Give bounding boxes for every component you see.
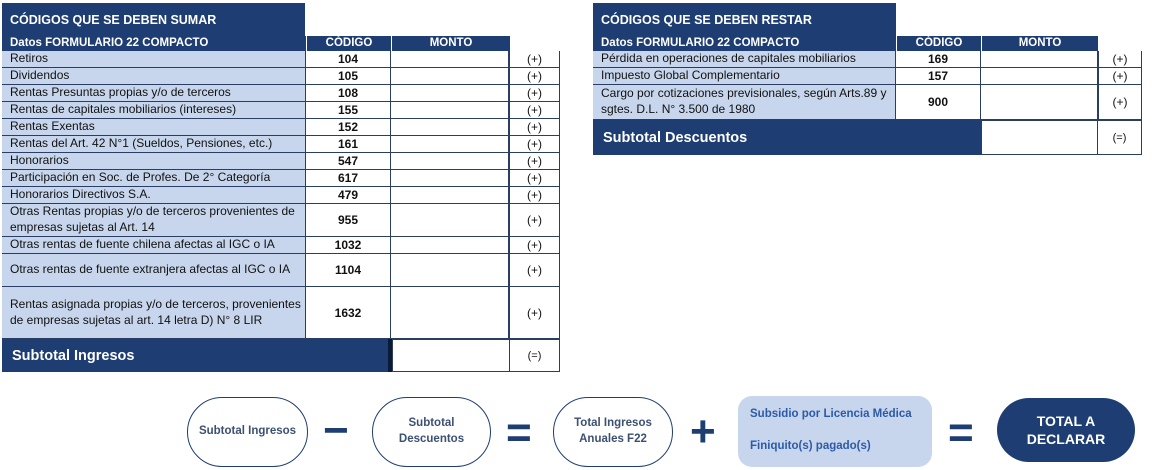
row-amount <box>391 68 509 85</box>
restar-title: CÓDIGOS QUE SE DEBEN RESTAR <box>593 3 896 36</box>
row-code: 152 <box>306 119 391 136</box>
row-label: Retiros <box>2 51 306 68</box>
formula-subtotal-descuentos: Subtotal Descuentos <box>372 397 491 467</box>
subtotal-ingresos-sign: (=) <box>510 339 560 372</box>
equals-icon: = <box>948 408 974 457</box>
header-datos: Datos FORMULARIO 22 COMPACTO <box>10 37 209 49</box>
row-code: 1632 <box>306 287 391 339</box>
row-label: Honorarios Directivos S.A. <box>2 187 306 204</box>
restar-table <box>593 3 1142 155</box>
row-label: Participación en Soc. de Profes. De 2° Categoría <box>2 170 306 187</box>
formula-subtotal-ingresos: Subtotal Ingresos <box>187 397 308 467</box>
row-amount <box>391 287 509 339</box>
minus-icon: − <box>323 406 349 455</box>
subtotal-ingresos-row <box>2 339 560 372</box>
table-row <box>593 68 1142 85</box>
row-sign: (+) <box>509 204 560 237</box>
subtotal-descuentos-label: Subtotal Descuentos <box>593 120 981 155</box>
row-amount <box>391 102 509 119</box>
header-monto: MONTO <box>981 36 1098 51</box>
row-label: Rentas del Art. 42 N°1 (Sueldos, Pensiones, etc.) <box>2 136 306 153</box>
row-sign: (+) <box>1098 51 1142 68</box>
row-sign: (+) <box>509 237 560 254</box>
row-code: 104 <box>306 51 391 68</box>
row-code: 955 <box>306 204 391 237</box>
row-amount <box>981 68 1098 85</box>
table-row <box>2 287 560 339</box>
table-row <box>593 85 1142 120</box>
row-amount <box>981 85 1098 120</box>
row-amount <box>391 254 509 287</box>
table-row <box>2 68 560 85</box>
table-row <box>2 51 560 68</box>
table-row <box>2 85 560 102</box>
header-codigo: CÓDIGO <box>896 36 981 51</box>
subtotal-descuentos-amount <box>981 120 1098 155</box>
row-sign: (+) <box>509 68 560 85</box>
row-sign: (+) <box>509 187 560 204</box>
row-code: 157 <box>896 68 981 85</box>
subtotal-descuentos-row <box>593 120 1142 155</box>
row-sign: (+) <box>509 85 560 102</box>
row-label: Otras Rentas propias y/o de terceros provenientes de empresas sujetas al Art. 14 <box>2 204 306 237</box>
row-code: 1032 <box>306 237 391 254</box>
sumar-header <box>2 36 510 51</box>
table-row <box>2 119 560 136</box>
row-sign: (+) <box>509 119 560 136</box>
row-code: 105 <box>306 68 391 85</box>
sumar-table <box>2 3 560 372</box>
row-sign: (+) <box>509 102 560 119</box>
equals-icon: = <box>506 408 532 457</box>
row-code: 547 <box>306 153 391 170</box>
row-label: Impuesto Global Complementario <box>593 68 896 85</box>
row-amount <box>391 170 509 187</box>
row-sign: (+) <box>509 51 560 68</box>
table-row <box>2 187 560 204</box>
row-code: 617 <box>306 170 391 187</box>
header-monto: MONTO <box>391 36 510 51</box>
row-code: 1104 <box>306 254 391 287</box>
formula-extras-box <box>738 396 932 467</box>
row-label: Rentas de capitales mobiliarios (intereses) <box>2 102 306 119</box>
row-sign: (+) <box>1098 85 1142 120</box>
table-row <box>2 153 560 170</box>
row-amount <box>391 51 509 68</box>
table-row <box>593 51 1142 68</box>
row-sign: (+) <box>509 287 560 339</box>
row-amount <box>391 153 509 170</box>
row-code: 161 <box>306 136 391 153</box>
row-label: Otras rentas de fuente extranjera afectas al IGC o IA <box>2 254 306 287</box>
table-row <box>2 170 560 187</box>
row-label: Pérdida en operaciones de capitales mobiliarios <box>593 51 896 68</box>
header-codigo: CÓDIGO <box>306 36 391 51</box>
subsidio-label: Subsidio por Licencia Médica <box>750 408 912 420</box>
formula-total-ingresos: Total Ingresos Anuales F22 <box>553 397 673 467</box>
subtotal-ingresos-label: Subtotal Ingresos <box>2 339 388 372</box>
table-row <box>2 237 560 254</box>
row-label: Rentas Exentas <box>2 119 306 136</box>
subtotal-ingresos-amount <box>392 339 510 372</box>
row-amount <box>391 119 509 136</box>
subtotal-descuentos-sign: (=) <box>1098 120 1142 155</box>
row-label: Dividendos <box>2 68 306 85</box>
row-sign: (+) <box>509 254 560 287</box>
row-sign: (+) <box>509 170 560 187</box>
row-amount <box>391 85 509 102</box>
table-row <box>2 254 560 287</box>
restar-header <box>593 36 1098 51</box>
total-a-declarar: TOTAL A DECLARAR <box>997 398 1135 462</box>
row-sign: (+) <box>509 153 560 170</box>
finiquito-label: Finiquito(s) pagado(s) <box>750 440 871 452</box>
row-code: 169 <box>896 51 981 68</box>
row-amount <box>391 204 509 237</box>
row-sign: (+) <box>509 136 560 153</box>
table-row <box>2 204 560 237</box>
table-row <box>2 136 560 153</box>
sumar-title: CÓDIGOS QUE SE DEBEN SUMAR <box>2 3 305 36</box>
table-row <box>2 102 560 119</box>
row-code: 108 <box>306 85 391 102</box>
row-amount <box>391 237 509 254</box>
row-code: 155 <box>306 102 391 119</box>
row-amount <box>981 51 1098 68</box>
row-sign: (+) <box>1098 68 1142 85</box>
row-code: 900 <box>896 85 981 120</box>
header-datos: Datos FORMULARIO 22 COMPACTO <box>601 37 800 49</box>
row-label: Otras rentas de fuente chilena afectas al IGC o IA <box>2 237 306 254</box>
row-label: Cargo por cotizaciones previsionales, según Arts.89 y sgtes. D.L. N° 3.500 de 1980 <box>593 85 896 120</box>
plus-icon: + <box>690 407 716 456</box>
row-label: Honorarios <box>2 153 306 170</box>
row-amount <box>391 187 509 204</box>
row-label: Rentas asignada propias y/o de terceros, provenientes de empresas sujetas al art. 14 letra D) N° 8 LIR <box>2 287 306 339</box>
row-label: Rentas Presuntas propias y/o de terceros <box>2 85 306 102</box>
row-amount <box>391 136 509 153</box>
row-code: 479 <box>306 187 391 204</box>
